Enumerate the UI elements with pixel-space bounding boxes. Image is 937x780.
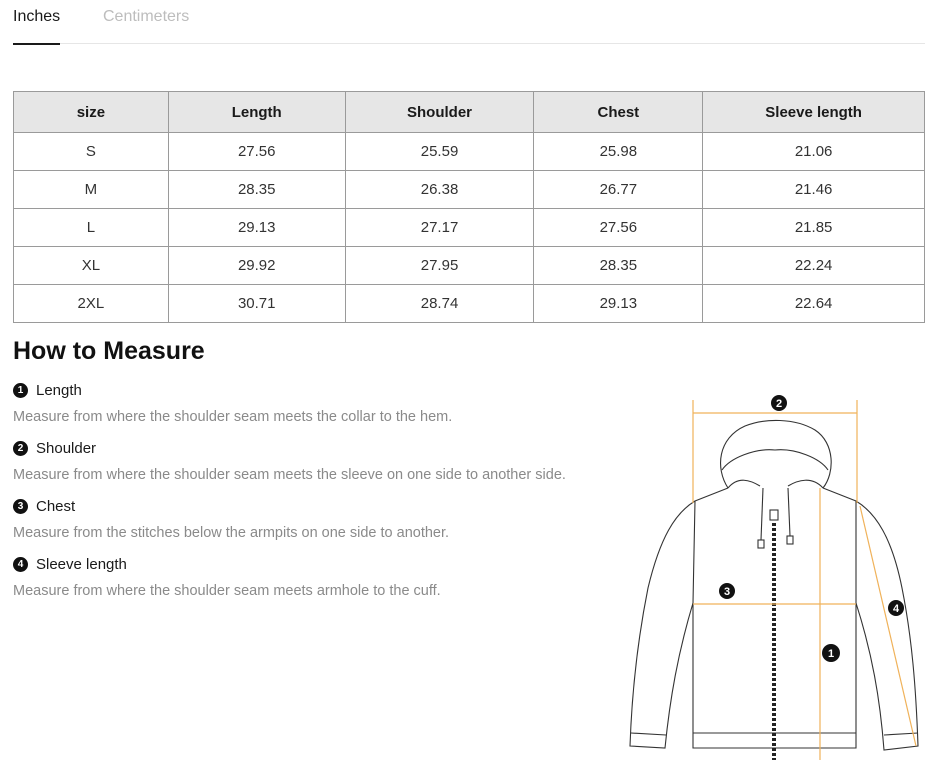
number-4-icon: 4 [13,557,28,572]
measure-item-head [13,496,449,516]
how-to-measure-title: How to Measure [13,337,205,365]
table-cell: 25.98 [534,133,703,171]
measure-item-description: Measure from where the shoulder seam meets the sleeve on one side to another side. [13,467,566,483]
table-cell: 29.13 [534,285,703,323]
marker-2-icon [771,395,787,411]
marker-2-label: 2 [775,398,783,410]
measure-item-label: Sleeve length [36,555,127,573]
column-header: Sleeve length [703,92,925,133]
unit-tabs [13,0,925,44]
measure-item-description: Measure from where the shoulder seam meets armhole to the cuff. [13,583,441,599]
table-cell: M [14,171,169,209]
table-header-row [14,92,925,133]
table-cell: 30.71 [168,285,345,323]
number-3-icon: 3 [13,499,28,514]
table-row [14,133,925,171]
table-cell: 27.56 [168,133,345,171]
table-cell: 22.64 [703,285,925,323]
measure-item-label: Chest [36,497,76,515]
measure-item-shoulder [13,438,566,483]
table-cell: XL [14,247,169,285]
table-cell: 28.74 [345,285,534,323]
measure-item-head [13,438,566,458]
number-2-icon: 2 [13,441,28,456]
table-cell: 27.95 [345,247,534,285]
table-cell: 26.77 [534,171,703,209]
column-header: size [14,92,169,133]
table-cell: L [14,209,169,247]
measure-item-head [13,554,441,574]
marker-3-label: 3 [723,586,731,598]
table-row [14,209,925,247]
number-1-icon: 1 [13,383,28,398]
table-row [14,171,925,209]
table-cell: 29.92 [168,247,345,285]
column-header: Shoulder [345,92,534,133]
table-cell: 28.35 [168,171,345,209]
table-cell: 25.59 [345,133,534,171]
table-cell: 28.35 [534,247,703,285]
measure-item-chest [13,496,449,541]
table-cell: 2XL [14,285,169,323]
marker-1-label: 1 [827,648,835,660]
measure-item-label: Shoulder [36,439,97,457]
table-cell: 21.06 [703,133,925,171]
table-row [14,285,925,323]
tab-centimeters[interactable]: Centimeters [103,8,190,25]
measure-item-sleeve-length [13,554,441,599]
measure-item-description: Measure from the stitches below the armpits on one side to another. [13,525,450,541]
table-cell: S [14,133,169,171]
measure-item-label: Length [36,381,82,399]
hoodie-measure-diagram [620,388,930,773]
marker-4-icon [888,600,904,616]
table-cell: 27.17 [345,209,534,247]
size-table [13,91,925,323]
column-header: Chest [534,92,703,133]
table-row [14,247,925,285]
marker-3-icon [719,583,735,599]
table-cell: 26.38 [345,171,534,209]
table-cell: 29.13 [168,209,345,247]
column-header: Length [168,92,345,133]
marker-1-icon [822,644,840,662]
measure-item-description: Measure from where the shoulder seam meets the collar to the hem. [13,409,453,425]
table-cell: 27.56 [534,209,703,247]
measure-item-head [13,380,452,400]
table-cell: 21.85 [703,209,925,247]
table-cell: 22.24 [703,247,925,285]
marker-4-label: 4 [892,603,900,615]
tab-inches[interactable]: Inches [13,7,60,45]
measure-markers [719,395,904,662]
table-cell: 21.46 [703,171,925,209]
measure-item-length [13,380,452,425]
